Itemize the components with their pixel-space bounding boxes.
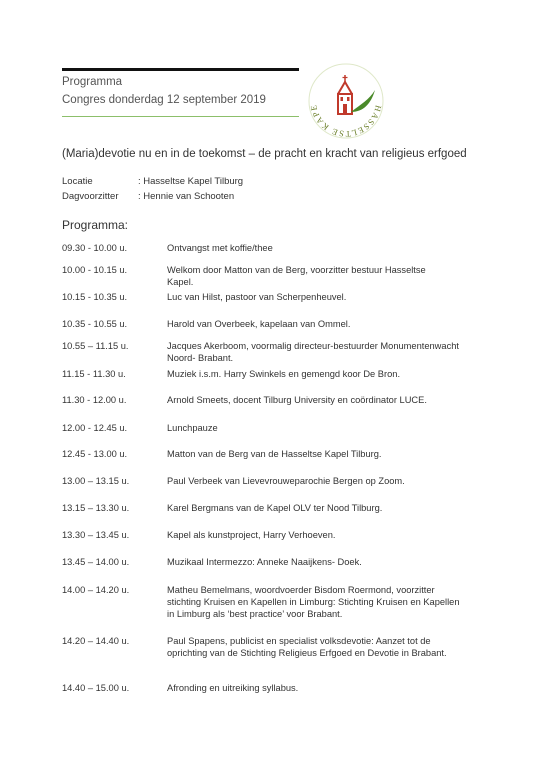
program-description-line: Luc van Hilst, pastoor van Scherpenheuvel.	[167, 292, 347, 302]
program-time: 12.45 - 13.00 u.	[62, 449, 128, 459]
program-description-line: Arnold Smeets, docent Tilburg University en coördinator LUCE.	[167, 395, 427, 405]
program-time: 10.55 – 11.15 u.	[62, 341, 129, 351]
header-top-rule	[62, 68, 299, 71]
program-description-line: Noord- Brabant.	[167, 353, 234, 363]
program-description	[167, 448, 497, 460]
program-time: 14.20 – 14.40 u.	[62, 636, 130, 646]
hasseltse-kapel-logo	[305, 60, 387, 142]
program-time: 13.00 – 13.15 u.	[62, 476, 130, 486]
program-description-line: Paul Spapens, publicist en specialist volksdevotie: Aanzet tot de	[167, 636, 431, 646]
meta-value: : Hennie van Schooten	[138, 191, 235, 202]
program-time: 10.35 - 10.55 u.	[62, 319, 128, 329]
meta-label: Locatie	[62, 176, 93, 187]
program-description-line: Afronding en uitreiking syllabus.	[167, 683, 299, 693]
meta-location	[62, 176, 243, 187]
program-description	[167, 556, 497, 568]
header-bottom-rule	[62, 116, 299, 117]
program-description	[167, 584, 497, 620]
program-time: 13.15 – 13.30 u.	[62, 503, 130, 513]
program-time: 10.15 - 10.35 u.	[62, 292, 128, 302]
program-description-line: Kapel als kunstproject, Harry Verhoeven.	[167, 530, 336, 540]
program-description-line: Harold van Overbeek, kapelaan van Ommel.	[167, 319, 351, 329]
program-description	[167, 529, 497, 541]
program-description-line: Matton van de Berg van de Hasseltse Kapel Tilburg.	[167, 449, 382, 459]
program-time: 12.00 - 12.45 u.	[62, 423, 128, 433]
program-description-line: Kapel.	[167, 277, 194, 287]
program-description	[167, 422, 497, 434]
program-description-line: Muzikaal Intermezzo: Anneke Naaijkens- Doek.	[167, 557, 362, 567]
program-description	[167, 264, 497, 288]
svg-text:HASSELTSE KAPEL TILBURG	[305, 60, 384, 139]
program-time: 13.45 – 14.00 u.	[62, 557, 130, 567]
program-time: 09.30 - 10.00 u.	[62, 243, 128, 253]
program-description-line: Welkom door Matton van de Berg, voorzitter bestuur Hasseltse	[167, 265, 426, 275]
program-time: 14.00 – 14.20 u.	[62, 585, 130, 595]
program-description-line: oprichting van de Stichting Religieus Erfgoed en Devotie in Brabant.	[167, 648, 447, 658]
program-description-line: stichting Kruisen en Kapellen in Limburg: Stichting Kruisen en Kapellen	[167, 597, 460, 607]
chapel-icon	[338, 75, 352, 114]
program-description	[167, 394, 497, 406]
meta-value: : Hasseltse Kapel Tilburg	[138, 176, 244, 187]
program-heading: Programma:	[62, 218, 129, 232]
program-description-line: Lunchpauze	[167, 423, 218, 433]
program-description-line: Karel Bergmans van de Kapel OLV ter Nood Tilburg.	[167, 503, 383, 513]
program-description-line: Jacques Akerboom, voormalig directeur-bestuurder Monumentenwacht	[167, 341, 459, 351]
program-description-line: Muziek i.s.m. Harry Swinkels en gemengd koor De Bron.	[167, 369, 401, 379]
program-description	[167, 242, 497, 254]
meta-label: Dagvoorzitter	[62, 191, 119, 202]
program-description	[167, 682, 497, 694]
program-description-line: in Limburg als ‘best practice’ voor Brabant.	[167, 609, 343, 619]
header-line-1: Programma	[62, 76, 123, 88]
program-time: 14.40 – 15.00 u.	[62, 683, 130, 693]
program-description-line: Paul Verbeek van Lievevrouweparochie Bergen op Zoom.	[167, 476, 405, 486]
program-description	[167, 502, 497, 514]
program-description	[167, 368, 497, 380]
program-description	[167, 635, 497, 659]
program-description-line: Ontvangst met koffie/thee	[167, 243, 273, 253]
program-time: 13.30 – 13.45 u.	[62, 530, 130, 540]
program-time: 11.30 - 12.00 u.	[62, 395, 127, 405]
program-description-line: Matheu Bemelmans, woordvoerder Bisdom Roermond, voorzitter	[167, 585, 435, 595]
page-title: (Maria)devotie nu en in de toekomst – de pracht en kracht van religieus erfgoed	[62, 148, 467, 160]
leaf-icon	[351, 90, 375, 112]
program-time: 10.00 - 10.15 u.	[62, 265, 128, 275]
program-description	[167, 340, 497, 364]
program-description	[167, 318, 497, 330]
meta-chair	[62, 191, 234, 202]
program-description	[167, 291, 497, 303]
logo-ring-text: HASSELTSE KAPE	[308, 103, 384, 140]
header-line-2: Congres donderdag 12 september 2019	[62, 94, 266, 106]
program-time: 11.15 - 11.30 u.	[62, 369, 126, 379]
program-description	[167, 475, 497, 487]
